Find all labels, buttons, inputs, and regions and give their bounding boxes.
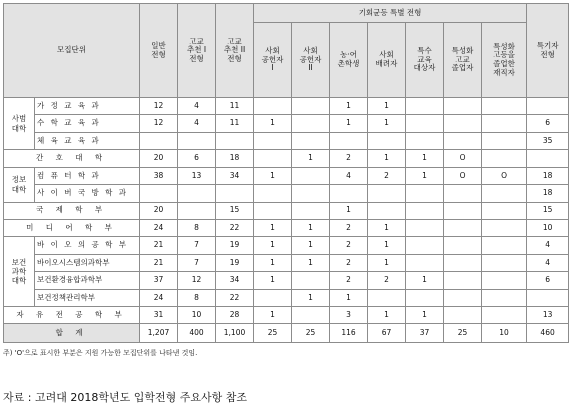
quota-cell: 1 [254,115,292,132]
table-row [4,254,569,271]
quota-cell: 1 [254,237,292,254]
quota-cell [406,115,444,132]
quota-cell: 2 [368,167,406,184]
quota-cell: 4 [527,254,569,271]
quota-cell: 4 [178,98,216,115]
quota-cell [406,237,444,254]
quota-cell [292,307,330,324]
quota-cell: 4 [178,115,216,132]
total-label: 합 계 [4,324,140,343]
quota-cell [444,307,482,324]
quota-cell [482,150,527,167]
quota-cell [254,185,292,202]
quota-cell: 37 [140,272,178,289]
quota-cell [292,272,330,289]
header-school-rec-2: 고교 추천 II 전형 [216,4,254,98]
total-cell: 25 [254,324,292,343]
dept-name: 체 육 교 육 과 [35,132,140,149]
dept-name: 간 호 대 학 [4,150,140,167]
quota-cell: 1 [292,254,330,271]
quota-cell [482,272,527,289]
quota-cell [368,289,406,306]
quota-cell: 1 [254,254,292,271]
quota-cell [482,202,527,219]
quota-cell: 1 [368,237,406,254]
quota-cell [482,307,527,324]
quota-cell: 6 [527,272,569,289]
quota-cell: 3 [330,307,368,324]
total-cell: 460 [527,324,569,343]
quota-cell [444,272,482,289]
total-cell: 25 [292,324,330,343]
quota-cell: 1 [292,237,330,254]
header-social-contributor-1: 사회 공헌자 I [254,23,292,98]
quota-cell: 2 [330,237,368,254]
quota-cell [292,185,330,202]
quota-cell: 11 [216,115,254,132]
quota-cell [444,115,482,132]
quota-cell [254,202,292,219]
quota-cell [406,254,444,271]
quota-cell [292,98,330,115]
quota-cell: 12 [178,272,216,289]
dept-name: 미 디 어 학 부 [4,219,140,236]
header-rural-student: 농·어 촌학생 [330,23,368,98]
quota-cell: 8 [178,219,216,236]
quota-cell: 18 [216,150,254,167]
quota-cell [482,289,527,306]
quota-cell: O [444,150,482,167]
quota-cell [140,185,178,202]
quota-cell: 1 [292,289,330,306]
total-cell: 1,207 [140,324,178,343]
dept-name: 수 학 교 육 과 [35,115,140,132]
table-row [4,98,569,115]
quota-cell: 1 [292,219,330,236]
quota-cell: 15 [527,202,569,219]
total-cell: 67 [368,324,406,343]
quota-cell: 1 [368,254,406,271]
quota-cell: 1 [330,98,368,115]
table-row [4,307,569,324]
quota-cell [444,237,482,254]
table-row [4,202,569,219]
quota-cell [482,115,527,132]
quota-cell [254,132,292,149]
dept-name: 자 유 전 공 학 부 [4,307,140,324]
header-school-rec-1: 고교 추천 I 전형 [178,4,216,98]
quota-cell [444,202,482,219]
quota-cell: 19 [216,254,254,271]
quota-cell: 2 [330,254,368,271]
quota-cell: 22 [216,289,254,306]
source-caption: 자료 : 고려대 2018학년도 입학전형 주요사항 참조 [3,391,247,404]
dept-name: 보건환경융합과학부 [35,272,140,289]
quota-cell: 20 [140,150,178,167]
quota-cell: 15 [216,202,254,219]
quota-cell: 10 [527,219,569,236]
quota-cell [482,132,527,149]
total-cell: 116 [330,324,368,343]
quota-cell: 35 [527,132,569,149]
quota-cell: 1 [330,115,368,132]
quota-cell [406,202,444,219]
quota-cell [330,185,368,202]
quota-cell: 1 [254,219,292,236]
quota-cell: 38 [140,167,178,184]
quota-cell: 19 [216,237,254,254]
quota-cell: 21 [140,254,178,271]
dept-name: 바 이 오 의 공 학 부 [35,237,140,254]
quota-cell [140,132,178,149]
quota-cell: 1 [330,202,368,219]
table-row [4,167,569,184]
quota-cell: 1 [330,289,368,306]
quota-cell [368,132,406,149]
quota-cell [292,202,330,219]
quota-cell: 8 [178,289,216,306]
quota-cell [178,132,216,149]
quota-cell [254,98,292,115]
quota-cell [482,185,527,202]
quota-cell [292,167,330,184]
table-row [4,289,569,306]
quota-cell [178,185,216,202]
quota-cell [216,185,254,202]
quota-cell: 1 [368,307,406,324]
header-vocational-employee: 특성화 고등을 졸업한 재직자 [482,23,527,98]
quota-cell: 1 [292,150,330,167]
total-cell: 1,100 [216,324,254,343]
quota-cell [482,254,527,271]
quota-cell: 24 [140,219,178,236]
quota-cell [482,98,527,115]
quota-cell [527,98,569,115]
quota-cell [444,98,482,115]
dept-name: 국 제 학 부 [4,202,140,219]
quota-cell [444,289,482,306]
group-label-health-science: 보건 과학 대학 [4,237,35,307]
quota-cell [482,237,527,254]
dept-name: 컴 퓨 터 학 과 [35,167,140,184]
quota-cell [406,132,444,149]
table-row [4,272,569,289]
quota-cell: 7 [178,237,216,254]
quota-cell: 34 [216,272,254,289]
quota-cell: 10 [178,307,216,324]
group-label-education: 사범 대학 [4,98,35,150]
quota-cell: 6 [527,115,569,132]
admission-quota-table [3,3,569,343]
quota-cell [444,185,482,202]
header-special-education: 특수 교육 대상자 [406,23,444,98]
quota-cell: 18 [527,167,569,184]
quota-cell: 4 [330,167,368,184]
quota-cell: 1 [368,150,406,167]
quota-cell: 1 [406,150,444,167]
quota-cell: 1 [406,272,444,289]
dept-name: 가 정 교 육 과 [35,98,140,115]
table-row [4,237,569,254]
quota-cell: 21 [140,237,178,254]
quota-cell [527,150,569,167]
dept-name: 사 이 버 국 방 학 과 [35,185,140,202]
quota-cell: 1 [368,219,406,236]
quota-cell: O [444,167,482,184]
quota-cell [254,289,292,306]
header-vocational-graduate: 특성화 고교 졸업자 [444,23,482,98]
quota-cell: 20 [140,202,178,219]
quota-cell: 4 [527,237,569,254]
dept-name: 바이오시스템의과학부 [35,254,140,271]
header-general: 일반 전형 [140,4,178,98]
quota-cell [330,132,368,149]
quota-cell [178,202,216,219]
quota-cell [292,132,330,149]
dept-name: 보건정책관리학부 [35,289,140,306]
quota-cell: 7 [178,254,216,271]
table-row [4,150,569,167]
table-body [4,98,569,343]
quota-cell [406,185,444,202]
footnote: 주) 'O'으로 표시한 부분은 지원 가능한 모집단위를 나타낸 것임. [3,349,198,357]
quota-cell: 18 [527,185,569,202]
quota-cell: 1 [406,167,444,184]
header-social-consideration: 사회 배려자 [368,23,406,98]
quota-cell: 31 [140,307,178,324]
header-recruit-unit: 모집단위 [4,4,140,98]
quota-cell [368,202,406,219]
quota-cell [527,289,569,306]
quota-cell [444,254,482,271]
header-social-contributor-2: 사회 공헌자 II [292,23,330,98]
quota-cell: O [482,167,527,184]
quota-cell: 1 [368,115,406,132]
quota-cell [444,219,482,236]
quota-cell: 13 [178,167,216,184]
table-row [4,132,569,149]
quota-cell: 1 [368,98,406,115]
total-cell: 400 [178,324,216,343]
quota-cell: 24 [140,289,178,306]
quota-cell [444,132,482,149]
quota-cell: 22 [216,219,254,236]
quota-cell: 2 [330,272,368,289]
quota-cell: 2 [368,272,406,289]
quota-cell [292,115,330,132]
table-row [4,115,569,132]
quota-cell: 1 [254,272,292,289]
group-label-information: 정보 대학 [4,167,35,202]
table-row [4,219,569,236]
table-row [4,185,569,202]
header-special-talent: 특기자 전형 [527,4,569,98]
quota-cell: 34 [216,167,254,184]
quota-cell: 28 [216,307,254,324]
quota-cell [254,150,292,167]
total-cell: 37 [406,324,444,343]
quota-cell: 12 [140,115,178,132]
quota-cell: 12 [140,98,178,115]
quota-cell [482,219,527,236]
quota-cell: 2 [330,150,368,167]
quota-cell: 13 [527,307,569,324]
total-cell: 10 [482,324,527,343]
total-cell: 25 [444,324,482,343]
quota-cell [216,132,254,149]
quota-cell: 1 [406,307,444,324]
quota-cell: 1 [254,307,292,324]
quota-cell: 6 [178,150,216,167]
quota-cell: 2 [330,219,368,236]
quota-cell [368,185,406,202]
quota-cell [406,289,444,306]
quota-cell [406,219,444,236]
quota-cell: 11 [216,98,254,115]
quota-cell [406,98,444,115]
quota-cell: 1 [254,167,292,184]
header-equal-opportunity-group: 기회균등 특별 전형 [254,4,527,23]
